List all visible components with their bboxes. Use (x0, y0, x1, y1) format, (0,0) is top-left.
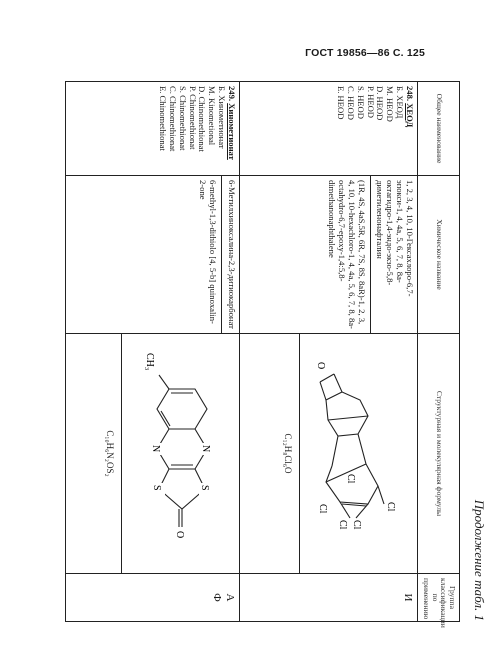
entry-name: Хинометионат (227, 103, 238, 160)
header-common-name: Общее наименование (418, 82, 460, 176)
table-continuation-label: Продолжение табл. 1 (472, 499, 487, 621)
structural-formula-heod (304, 338, 414, 569)
struct-label-cl: Cl (350, 519, 362, 529)
struct-label-ch3: CH₃ (144, 352, 156, 370)
entry-number: 249. (227, 86, 238, 102)
struct-label-o: O (174, 530, 186, 538)
synonym: М. HEOD (385, 86, 396, 122)
classification-group: А (224, 593, 237, 602)
synonym: P. Chinomethionat (187, 86, 198, 150)
molecular-formula: C₁₀H₆N₂OS₂ (105, 334, 122, 573)
synonym: D. Chinomethionat (197, 86, 208, 152)
table-header-row (418, 82, 460, 622)
synonym: S. HEOD (355, 86, 366, 119)
page-header: ГОСТ 19856—86 С. 125 (305, 47, 425, 59)
chemical-name-en: (1R, 4S, 4aS,5R, 6R, 7S, 8S, 8aR)-1, 2, 3, 4, 10, 10-hexachloro-1, 4, 4a, 5, 6, 7, 8, 8a-octahydro-6,7-epoxy-1,4:5,8-dimethanonaphthalene (326, 176, 371, 333)
synonym: S. Chinomethionat (177, 86, 188, 151)
entry-number: 248. (405, 86, 416, 102)
struct-label-s: S (151, 484, 163, 491)
group-cell (66, 574, 240, 622)
header-chemical-name: Химическое название (418, 176, 460, 334)
chemical-name-en: 6-methyl-1,3-dithiolo [4, 5-b] quinoxalin-2-one (198, 176, 223, 333)
rotated-table-sheet (65, 81, 487, 628)
struct-label-cl: Cl (336, 519, 348, 529)
table-row (240, 82, 418, 622)
classification-group: Ф (211, 593, 224, 602)
common-name-cell (240, 82, 418, 176)
chemical-name-ru: 1, 2, 3, 4, 10, 10-Гексахлоро-6,7-эпокси-1, 4, 4а, 5, 6, 7, 8, 8а-октагидро-1,4-эндо-экзо-5,8-диметиленонафталин (375, 180, 416, 297)
entry-name: ХЕОД (405, 103, 416, 128)
chemical-name-cell (240, 176, 418, 334)
synonym: C. Chinomethionat (167, 86, 178, 152)
header-group: Группа классификации по применению (418, 574, 460, 622)
struct-label-cl: Cl (384, 501, 396, 511)
common-name-cell (66, 82, 240, 176)
formula-cell (66, 334, 240, 574)
synonym: C. HEOD (345, 86, 356, 120)
synonym: Б. Хинометионат (217, 86, 228, 149)
struct-label-s: S (199, 484, 211, 491)
struct-label-n: N (150, 444, 162, 452)
group-cell (240, 574, 418, 622)
synonym: М. Kinometional (207, 86, 218, 146)
chinomethionat-structure-diagram (131, 349, 231, 559)
molecular-formula: C₁₂H₈Cl₆O (283, 334, 300, 573)
classification-group: И (402, 593, 415, 602)
chemical-name-cell (66, 176, 240, 334)
struct-label-o: O (314, 361, 326, 369)
pesticide-table (65, 81, 460, 628)
synonym: P. HEOD (365, 86, 376, 118)
table-row (66, 82, 240, 622)
synonym: E. HEOD (336, 86, 346, 120)
struct-label-cl: Cl (344, 473, 356, 483)
formula-cell (240, 334, 418, 574)
structural-formula-chinomethionat (126, 338, 236, 569)
struct-label-cl: Cl (316, 503, 328, 513)
header-formulas: Структурная и молекулярная формулы (418, 334, 460, 574)
struct-label-n: N (200, 444, 212, 452)
synonym: E. Chinomethionat (158, 86, 168, 151)
chemical-name-ru: 6-Метилхиноксалина-2,3-дитиокарбонат (227, 180, 238, 329)
synonym: D. HEOD (375, 86, 386, 121)
heod-structure-diagram (307, 354, 412, 554)
synonym: Б. ХЕОД (395, 86, 406, 119)
